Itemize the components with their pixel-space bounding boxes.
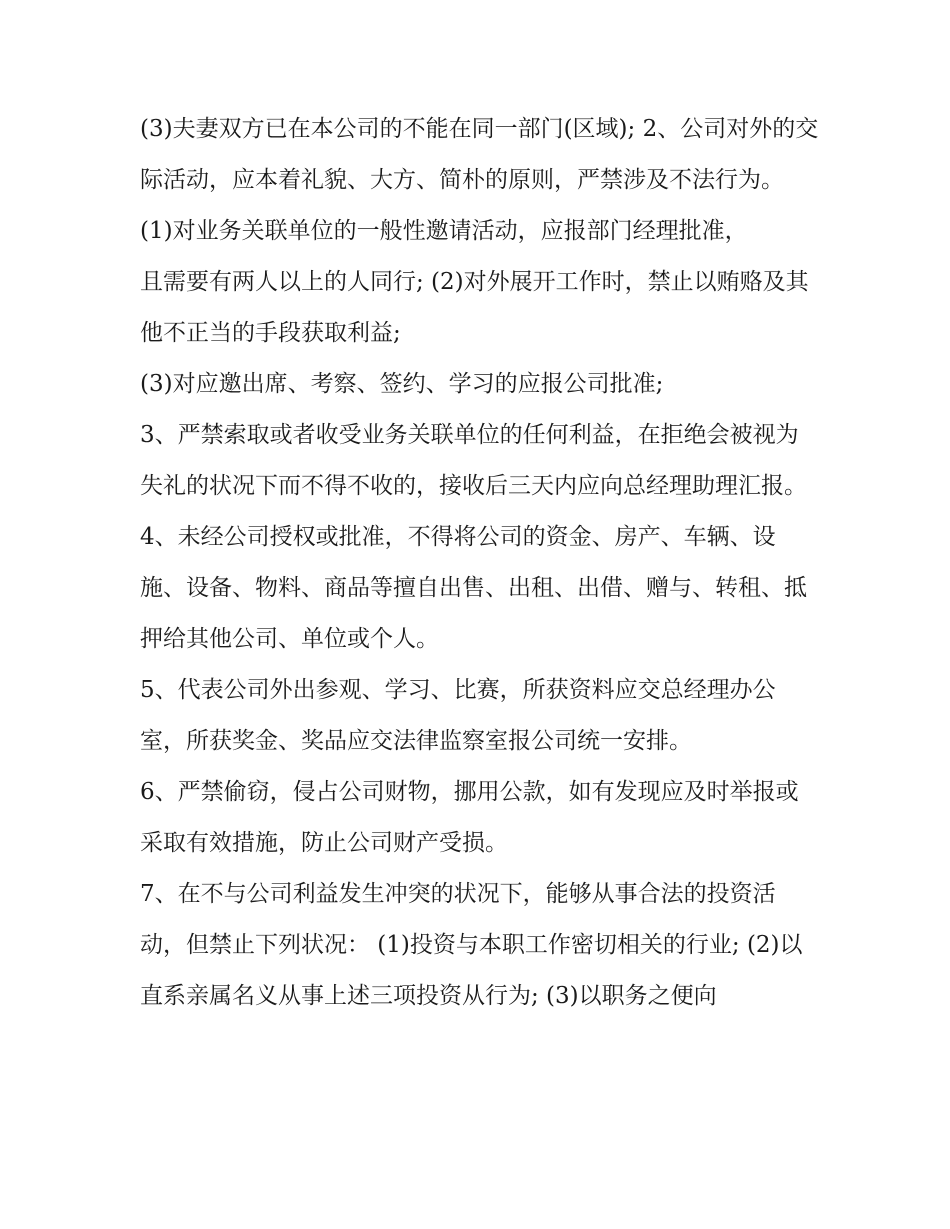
document-page — [140, 104, 820, 1022]
paragraph-invitation-approval: (1)对业务关联单位的一般性邀请活动，应报部门经理批准， — [140, 218, 748, 244]
paragraph-rule-5: 5、代表公司外出参观、学习、比赛，所获资料应交总经理办公室，所获奖金、奖品应交法律监察室报公司统一安排。 — [140, 677, 776, 754]
paragraph-rule-6: 6、严禁偷窃，侵占公司财物，挪用公款，如有发现应及时举报或采取有效措施，防止公司财产受损。 — [140, 779, 799, 856]
paragraph-spouse-and-external-relations: (3)夫妻双方已在本公司的不能在同一部门(区域); 2、公司对外的交际活动，应本着礼貌、大方、简朴的原则，严禁涉及不法行为。 — [140, 116, 819, 193]
paragraph-rule-7: 7、在不与公司利益发生冲突的状况下，能够从事合法的投资活动，但禁止下列状况： (1)投资与本职工作密切相关的行业; (2)以直系亲属名义从事上述三项投资从行为; (3)以职务之便向 — [140, 881, 803, 1009]
paragraph-rule-4: 4、未经公司授权或批准，不得将公司的资金、房产、车辆、设施、设备、物料、商品等擅自出售、出租、出借、赠与、转租、抵押给其他公司、单位或个人。 — [140, 524, 807, 652]
paragraph-attendance-approval: (3)对应邀出席、考察、签约、学习的应报公司批准; — [140, 371, 664, 397]
paragraph-rule-3: 3、严禁索取或者收受业务关联单位的任何利益，在拒绝会被视为失礼的状况下而不得不收的，接收后三天内应向总经理助理汇报。 — [140, 422, 807, 499]
paragraph-no-bribery: 且需要有两人以上的人同行; (2)对外展开工作时，禁止以贿赂及其他不正当的手段获取利益; — [140, 269, 809, 346]
